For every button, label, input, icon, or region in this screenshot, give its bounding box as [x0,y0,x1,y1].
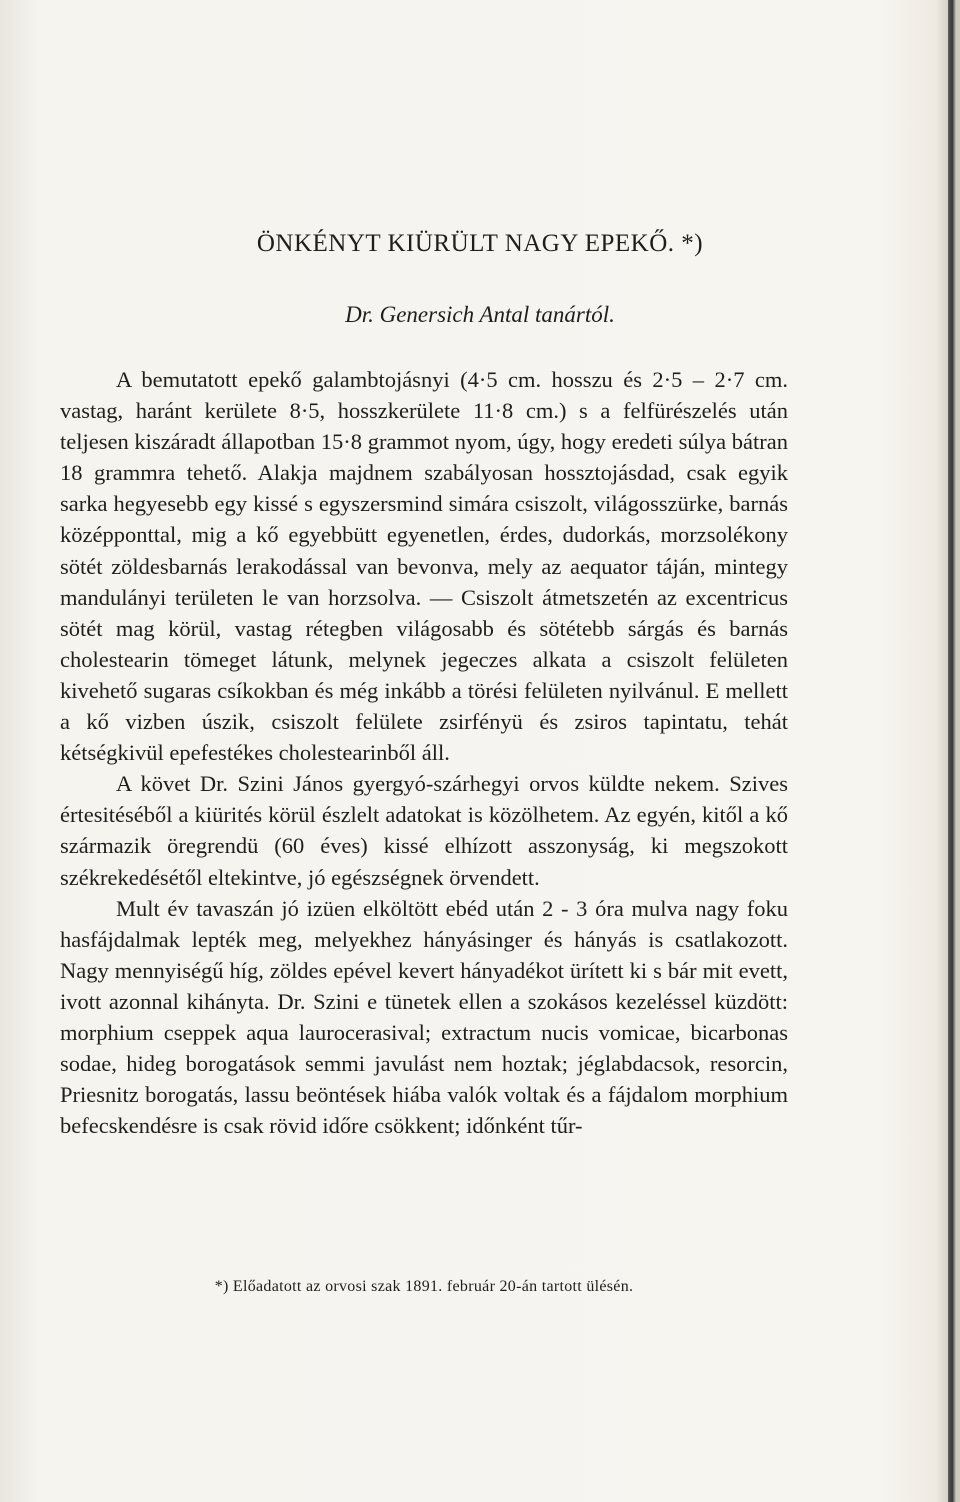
page-edge [948,0,951,1502]
article-author: Dr. Genersich Antal tanártól. [345,302,615,327]
paragraph-1: A bemutatott epekő galambtojásnyi (4·5 cm. hosszu és 2·5 – 2·7 cm. vastag, haránt kerülete 8·5, hosszkerülete 11·8 cm.) s a felfürészelés után teljesen kiszáradt állapotban 15·8 grammot nyom, úgy, hogy eredeti súlya bátran 18 grammra tehető. Alakja majdnem szabályosan hossztojásdad, csak egyik sarka hegyesebb egy kissé s egyszersmind simára csiszolt, világosszürke, barnás középponttal, mig a kő egyebbütt egyenetlen, érdes, dudorkás, morzsolékony sötét zöldesbarnás lerakodással van bevonva, mely az aequator táján, mintegy mandulányi területen le van horzsolva. — Csiszolt átmetszetén az excentricus sötét mag körül, vastag rétegben világosabb és sötétebb sárgás és barnás cholestearin tömeget látunk, melynek jegeczes alkata a csiszolt felületen kivehető sugaras csíkokban és még inkább a törési felületen nyilvánul. E mellett a kő vizben úszik, csiszolt felülete zsirfényü és zsiros tapintatu, tehát kétségkivül epefestékes cholestearinből áll. [60,367,788,766]
paragraph-2: A követ Dr. Szini János gyergyó-szárhegyi orvos küldte nekem. Szives értesitéséből a kiürités körül észlelt adatokat is közölhetem. Az egyén, kitől a kő származik öregrendü (60 éves) kissé elhízott asszonyság, ki megszokott székrekedésétől eltekintve, jó egészségnek örvendett. [60,771,788,890]
footnote: *) Előadatott az orvosi szak 1891. február 20-án tartott ülésén. [214,1278,634,1295]
article-body [60,364,788,1141]
article-title: ÖNKÉNYT KIÜRÜLT NAGY EPEKŐ. *) [256,230,704,257]
paragraph-3: Mult év tavaszán jó izüen elköltött ebéd után 2 - 3 óra mulva nagy foku hasfájdalmak lepték meg, melyekhez hányásinger és hányás is csatlakozott. Nagy mennyiségű híg, zöldes epével kevert hányadékot ürített ki s bár mit evett, ivott azonnal kihányta. Dr. Szini e tünetek ellen a szokásos kezeléssel küzdött: morphium cseppek aqua laurocerasival; extractum nucis vomicae, bicarbonas sodae, hideg borogatások semmi javulást nem hoztak; jéglabdacsok, resorcin, Priesnitz borogatás, lassu beöntések hiába valók voltak és a fájdalom morphium befecskendésre is csak rövid időre csökkent; időnként tűr- [60,895,788,1139]
